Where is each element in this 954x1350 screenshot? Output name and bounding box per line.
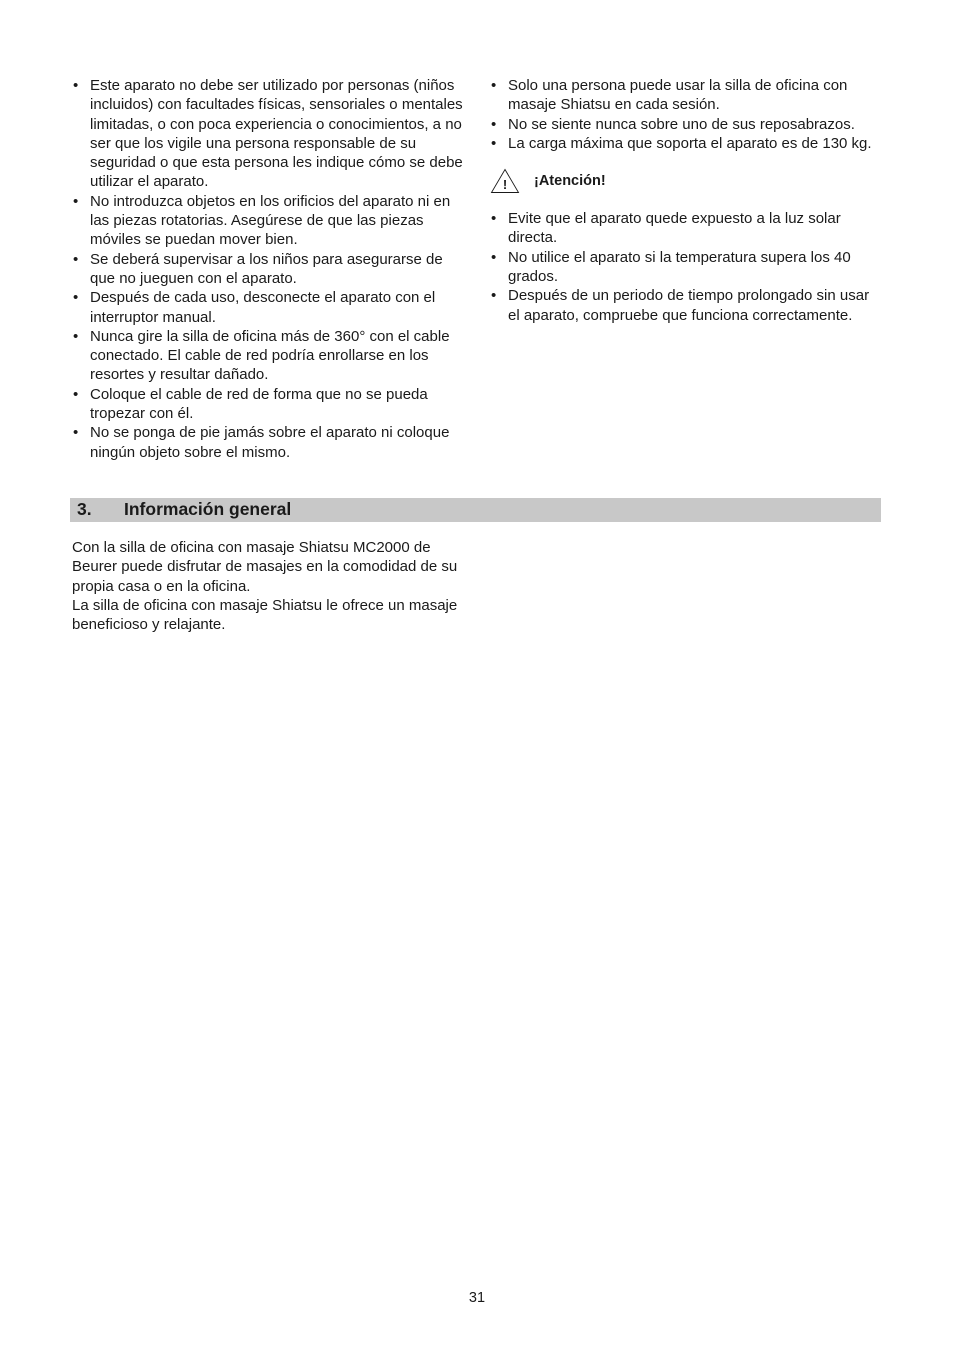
safety-list-right-bottom [490,209,884,325]
list-item: • Después de un periodo de tiempo prolongado sin usar el aparato, compruebe que funciona correctamente. [490,286,884,325]
safety-list-left [72,76,464,462]
list-item: • Evite que el aparato quede expuesto a la luz solar directa. [490,209,884,248]
page-number: 31 [468,1290,486,1306]
right-column [490,76,884,325]
section-number: 3. [77,499,92,520]
list-item: • No introduzca objetos en los orificios del aparato ni en las piezas rotatorias. Asegúrese de que las piezas móviles se puedan mover bien. [72,192,464,250]
warning-glyph: ! [502,177,508,193]
warning-heading [490,167,884,195]
list-item: • No utilice el aparato si la temperatura supera los 40 grados. [490,248,884,287]
section-heading-bar [70,498,881,522]
list-item: • La carga máxima que soporta el aparato es de 130 kg. [490,134,884,153]
list-item: • Solo una persona puede usar la silla de oficina con masaje Shiatsu en cada sesión. [490,76,884,115]
warning-title: ¡Atención! [534,172,606,189]
list-item: • No se siente nunca sobre uno de sus reposabrazos. [490,115,884,134]
safety-list-right-top [490,76,884,153]
list-item: • Nunca gire la silla de oficina más de 360° con el cable conectado. El cable de red podría enrollarse en los resortes y resultar dañado. [72,327,464,385]
warning-triangle-icon [490,168,520,194]
section-body [72,538,472,634]
list-item: • Después de cada uso, desconecte el aparato con el interruptor manual. [72,288,464,327]
paragraph: Con la silla de oficina con masaje Shiatsu MC2000 de Beurer puede disfrutar de masajes en la comodidad de su propia casa o en la oficina. [72,539,458,595]
list-item: • No se ponga de pie jamás sobre el aparato ni coloque ningún objeto sobre el mismo. [72,423,464,462]
list-item: • Este aparato no debe ser utilizado por personas (niños incluidos) con facultades físicas, sensoriales o mentales limitadas, o con poca experiencia o conocimientos, a no ser que los vigile una persona responsable de su seguridad o que esta persona les indique cómo se debe utilizar el aparato. [72,76,464,192]
paragraph: La silla de oficina con masaje Shiatsu le ofrece un masaje beneficioso y relajante. [72,596,458,634]
list-item: • Coloque el cable de red de forma que no se pueda tropezar con él. [72,385,464,424]
list-item: • Se deberá supervisar a los niños para asegurarse de que no jueguen con el aparato. [72,250,464,289]
section-title: Información general [124,499,292,520]
left-column [72,76,464,462]
